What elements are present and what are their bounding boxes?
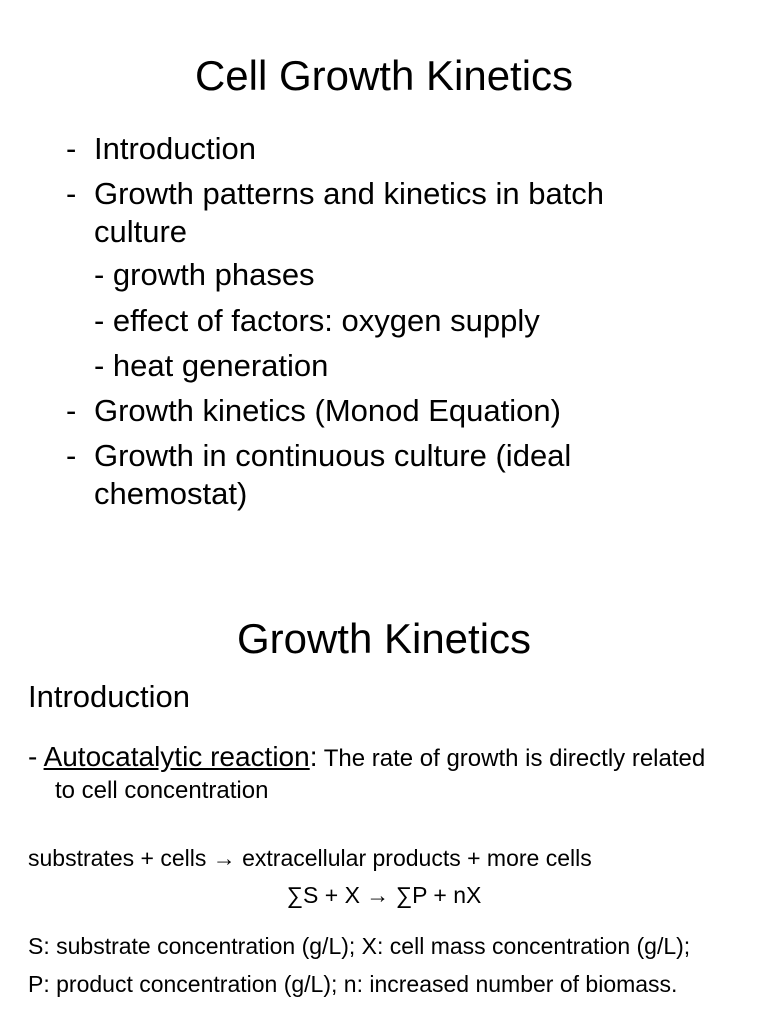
reaction-equation: ∑S + X → ∑P + nX — [286, 882, 482, 908]
variable-definition: P: product concentration (g/L); n: increased number of biomass. — [28, 971, 678, 997]
bullet-marker: - — [66, 393, 77, 428]
list-item-text: Introduction — [94, 131, 256, 166]
sub-item: - growth phases — [94, 257, 315, 292]
definition-text: The rate of growth is directly related — [317, 745, 706, 772]
autocatalytic-term: Autocatalytic reaction — [43, 741, 310, 772]
autocatalytic-definition — [28, 741, 758, 807]
bullet-marker: - — [66, 438, 77, 473]
slide-title: Cell Growth Kinetics — [194, 52, 574, 99]
section-heading: Introduction — [28, 679, 190, 714]
sub-item: - effect of factors: oxygen supply — [94, 303, 540, 338]
list-item-text: Growth patterns and kinetics in batch culture — [94, 176, 605, 249]
slide-growth-kinetics — [0, 600, 768, 1024]
reaction-description: substrates + cells → extracellular products + more cells — [28, 845, 592, 871]
bullet-marker: - — [66, 131, 77, 166]
list-item-text: Growth kinetics (Monod Equation) — [94, 393, 561, 428]
definition-dash: - — [28, 741, 44, 772]
bullet-marker: - — [66, 176, 77, 211]
term-colon: : — [309, 741, 318, 772]
variable-definition: S: substrate concentration (g/L); X: cell mass concentration (g/L); — [28, 933, 691, 959]
definition-continuation: to cell concentration — [55, 777, 269, 804]
sub-item: - heat generation — [94, 348, 329, 383]
list-item-text: Growth in continuous culture (ideal chemostat) — [94, 438, 572, 511]
slide-title: Growth Kinetics — [236, 615, 532, 662]
